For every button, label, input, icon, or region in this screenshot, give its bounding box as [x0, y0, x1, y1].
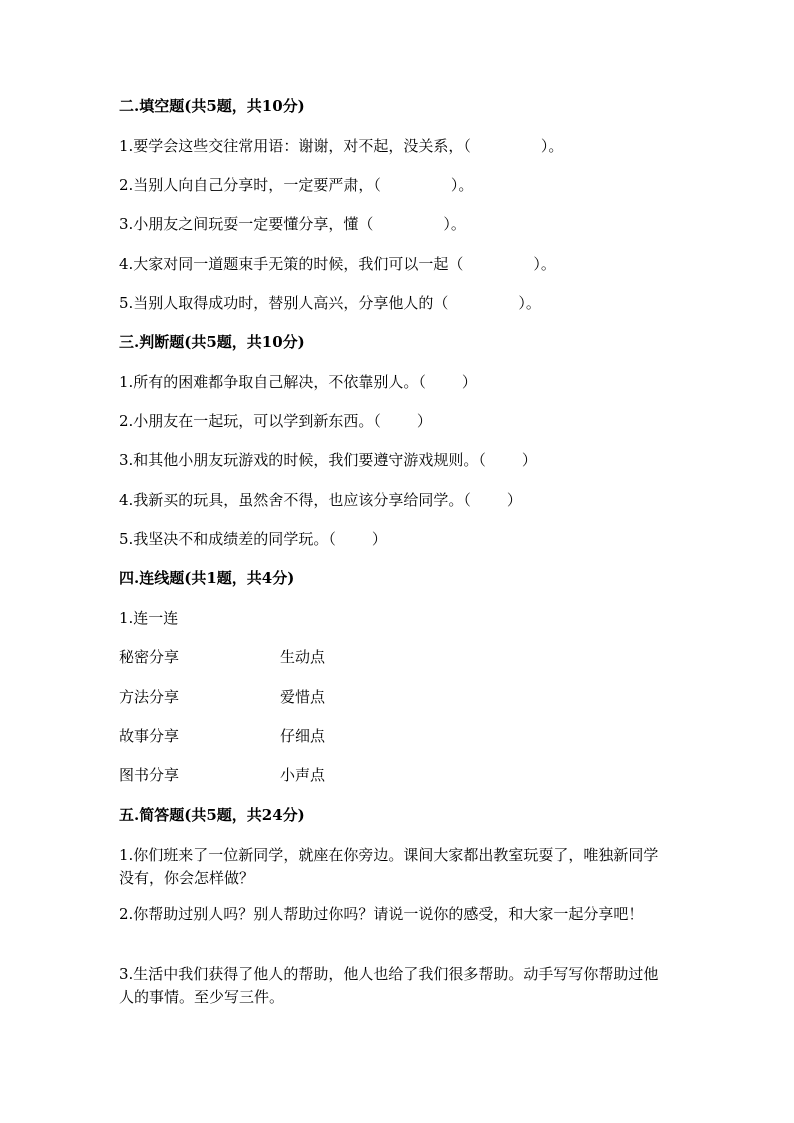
- section-heading-short-answer: 五.简答题(共5题，共24分): [119, 806, 305, 824]
- matching-right-item-1: 生动点: [280, 648, 326, 666]
- question-text-end: ）。: [450, 176, 474, 194]
- question-text: 1.要学会这些交往常用语：谢谢，对不起，没关系，（: [119, 137, 471, 155]
- matching-left-item-3: 故事分享: [119, 727, 180, 745]
- question-text-end: ）: [461, 373, 477, 391]
- matching-left-item-4: 图书分享: [119, 766, 180, 784]
- question-text: 3.和其他小朋友玩游戏的时候，我们要遵守游戏规则。（: [119, 451, 486, 469]
- question-text-end: ）。: [533, 255, 556, 273]
- fill-blank-question-3: [119, 213, 466, 236]
- question-text: 5.我坚决不和成绩差的同学玩。（: [119, 530, 336, 548]
- fill-blank-question-4: [119, 253, 556, 276]
- question-text-end: ）: [416, 412, 432, 430]
- true-false-question-3: [119, 449, 537, 472]
- short-answer-question-2: 2.你帮助过别人吗？别人帮助过你吗？请说一说你的感受，和大家一起分享吧！: [119, 905, 644, 923]
- question-text-end: ）。: [443, 215, 466, 233]
- question-text-end: ）。: [540, 137, 564, 155]
- question-text: 4.我新买的玩具，虽然舍不得，也应该分享给同学。（: [119, 491, 471, 509]
- matching-left-item-1: 秘密分享: [119, 648, 180, 666]
- question-text-end: ）: [506, 491, 522, 509]
- question-text-end: ）: [371, 530, 387, 548]
- matching-prompt: 1.连一连: [119, 609, 179, 627]
- section-heading-true-false: 三.判断题(共5题，共10分): [119, 333, 305, 351]
- true-false-question-1: [119, 371, 477, 394]
- true-false-question-4: [119, 489, 522, 512]
- matching-right-item-3: 仔细点: [280, 727, 326, 745]
- question-text-end: ）。: [518, 294, 541, 312]
- question-text: 2.小朋友在一起玩，可以学到新东西。（: [119, 412, 381, 430]
- short-answer-question-1: 1.你们班来了一位新同学，就座在你旁边。课间大家都出教室玩耍了，唯独新同学没有，你会怎样做？: [119, 846, 659, 887]
- question-text: 5.当别人取得成功时，替别人高兴，分享他人的（: [119, 294, 449, 312]
- fill-blank-question-2: [119, 174, 473, 197]
- section-heading-fill-blank: 二.填空题(共5题，共10分): [119, 97, 305, 115]
- true-false-question-2: [119, 410, 432, 433]
- short-answer-question-3: 3.生活中我们获得了他人的帮助，他人也给了我们很多帮助。动手写写你帮助过他人的事情。至少写三件。: [119, 965, 659, 1006]
- question-text: 2.当别人向自己分享时，一定要严肃，（: [119, 176, 381, 194]
- matching-right-item-4: 小声点: [280, 766, 326, 784]
- question-text-end: ）: [521, 451, 537, 469]
- question-text: 1.所有的困难都争取自己解决，不依靠别人。（: [119, 373, 426, 391]
- fill-blank-question-5: [119, 292, 541, 315]
- matching-left-item-2: 方法分享: [119, 688, 180, 706]
- section-heading-matching: 四.连线题(共1题，共4分): [119, 569, 295, 587]
- matching-right-item-2: 爱惜点: [280, 688, 326, 706]
- question-text: 4.大家对同一道题束手无策的时候，我们可以一起（: [119, 255, 464, 273]
- question-text: 3.小朋友之间玩耍一定要懂分享，懂（: [119, 215, 374, 233]
- fill-blank-question-1: [119, 135, 563, 158]
- true-false-question-5: [119, 528, 387, 551]
